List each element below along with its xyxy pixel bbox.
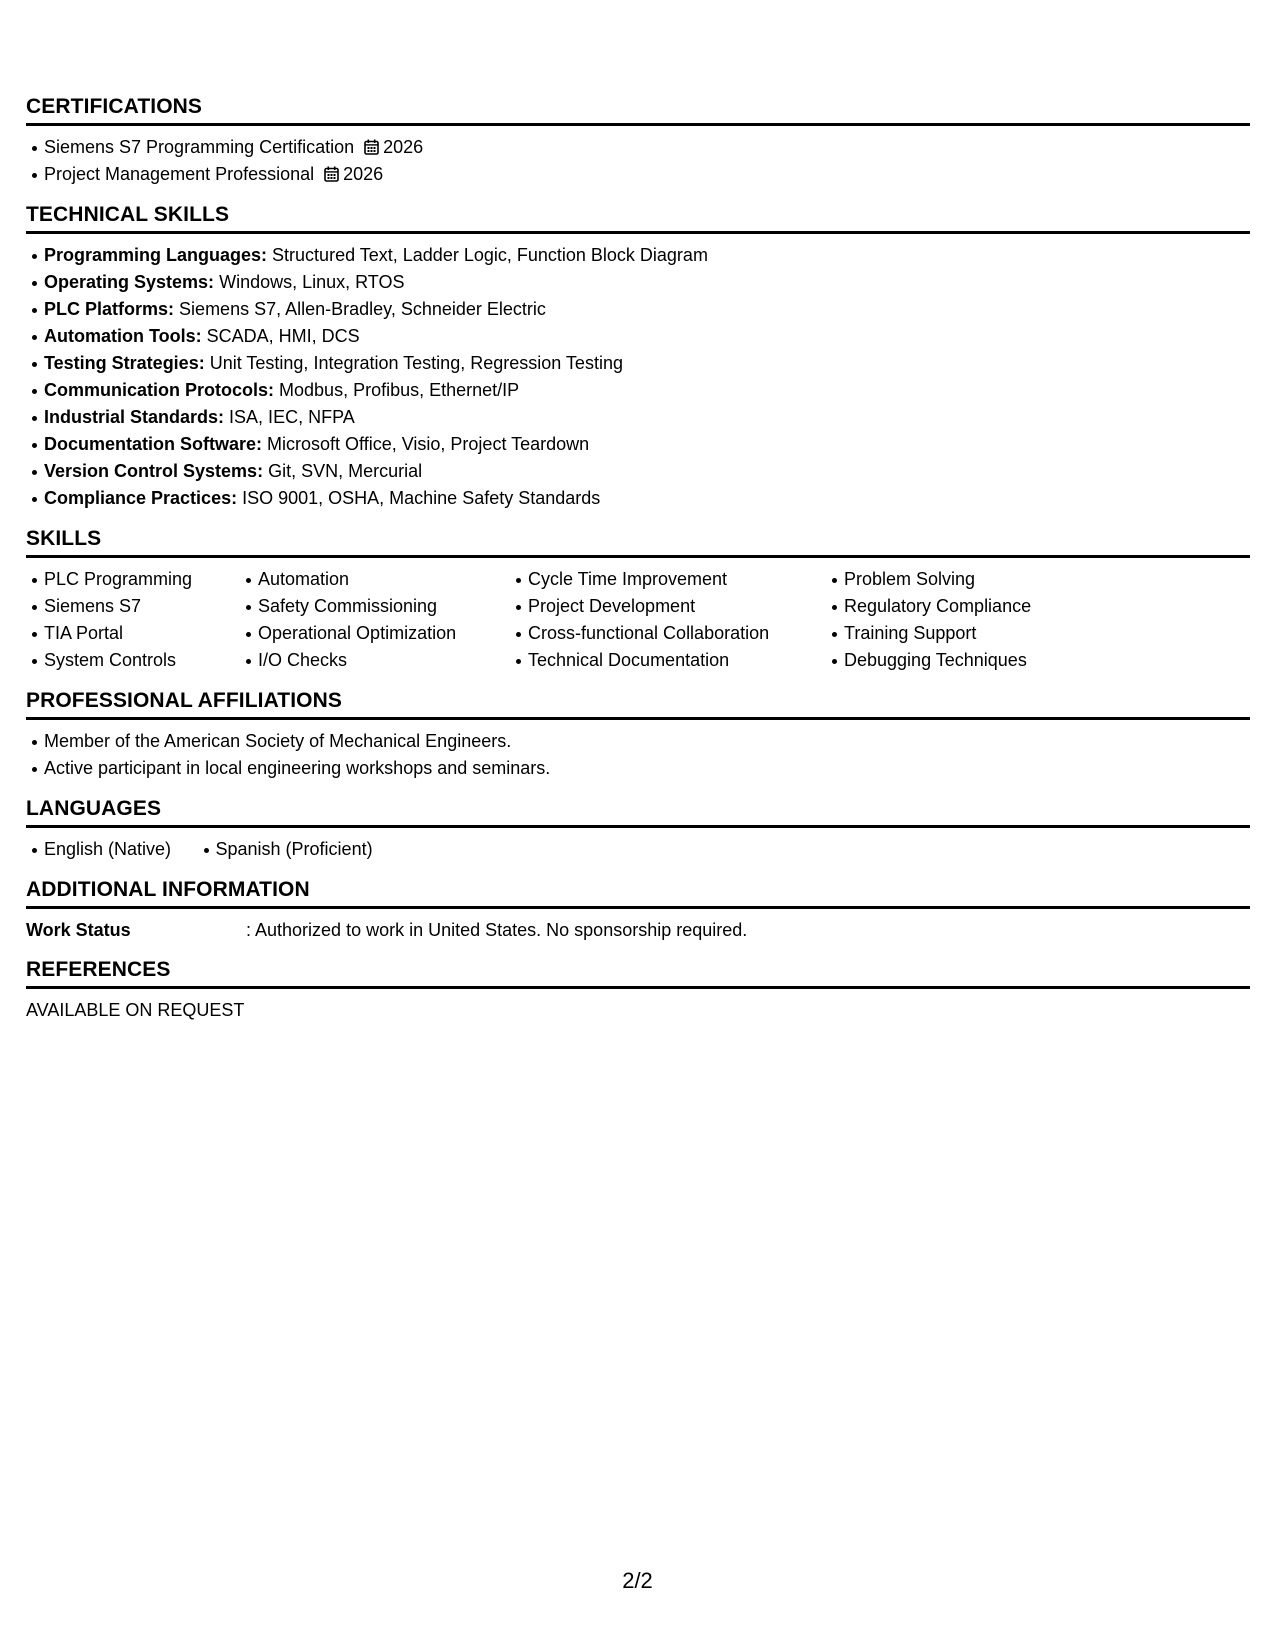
technical-skill-label: Compliance Practices: [44, 488, 238, 508]
skills-column [510, 566, 826, 674]
technical-skill-item [44, 269, 1250, 296]
technical-skill-item [44, 296, 1250, 323]
skill-item: TIA Portal [44, 620, 240, 647]
technical-skill-value: Siemens S7, Allen-Bradley, Schneider Electric [179, 299, 546, 319]
skills-column [240, 566, 510, 674]
technical-skill-value: Unit Testing, Integration Testing, Regression Testing [209, 353, 623, 373]
skill-item: System Controls [44, 647, 240, 674]
affiliations-list [26, 728, 1250, 782]
certification-item [44, 134, 1250, 161]
work-status-value: : Authorized to work in United States. No sponsorship required. [246, 920, 748, 940]
languages-heading: LANGUAGES [26, 796, 1250, 828]
technical-skill-item [44, 431, 1250, 458]
technical-skill-label: Documentation Software: [44, 434, 263, 454]
references-heading: REFERENCES [26, 957, 1250, 989]
languages-list [26, 836, 1250, 863]
certifications-list [26, 134, 1250, 188]
skill-item: Operational Optimization [258, 620, 510, 647]
affiliation-item: Active participant in local engineering workshops and seminars. [44, 755, 1250, 782]
technical-skill-label: Operating Systems: [44, 272, 215, 292]
calendar-icon [364, 139, 379, 155]
work-status-label: Work Status [26, 920, 131, 940]
skill-item: Project Development [528, 593, 826, 620]
skill-item: Cycle Time Improvement [528, 566, 826, 593]
references-section [26, 957, 1250, 1023]
technical-skill-label: Programming Languages: [44, 245, 268, 265]
technical-skill-value: Modbus, Profibus, Ethernet/IP [279, 380, 520, 400]
skill-item: Technical Documentation [528, 647, 826, 674]
technical-skills-heading: TECHNICAL SKILLS [26, 202, 1250, 234]
technical-skill-value: SCADA, HMI, DCS [206, 326, 360, 346]
certification-item [44, 161, 1250, 188]
technical-skill-label: Automation Tools: [44, 326, 202, 346]
resume-page [26, 94, 1250, 1037]
technical-skill-item [44, 485, 1250, 512]
technical-skill-value: ISA, IEC, NFPA [229, 407, 355, 427]
skill-item: I/O Checks [258, 647, 510, 674]
technical-skill-item [44, 242, 1250, 269]
skill-item: Problem Solving [844, 566, 1144, 593]
technical-skill-label: Communication Protocols: [44, 380, 275, 400]
technical-skill-label: PLC Platforms: [44, 299, 175, 319]
skill-item: Regulatory Compliance [844, 593, 1144, 620]
affiliations-section [26, 688, 1250, 782]
skill-item: Debugging Techniques [844, 647, 1144, 674]
skills-grid [26, 566, 1250, 674]
technical-skill-value: Git, SVN, Mercurial [268, 461, 423, 481]
certification-name: Project Management Professional [44, 164, 315, 184]
technical-skill-item [44, 350, 1250, 377]
additional-info-heading: ADDITIONAL INFORMATION [26, 877, 1250, 909]
page-number: 2/2 [622, 1568, 653, 1593]
references-text: AVAILABLE ON REQUEST [26, 1000, 245, 1020]
skill-item: PLC Programming [44, 566, 240, 593]
work-status-row [26, 917, 1250, 943]
skill-item: Cross-functional Collaboration [528, 620, 826, 647]
certifications-section [26, 94, 1250, 188]
technical-skill-value: Structured Text, Ladder Logic, Function Block Diagram [272, 245, 708, 265]
technical-skill-value: ISO 9001, OSHA, Machine Safety Standards [242, 488, 601, 508]
languages-section [26, 796, 1250, 863]
certifications-heading: CERTIFICATIONS [26, 94, 1250, 126]
technical-skill-label: Version Control Systems: [44, 461, 264, 481]
affiliation-item: Member of the American Society of Mechanical Engineers. [44, 728, 1250, 755]
languages-bullets [26, 836, 413, 863]
skills-column [826, 566, 1144, 674]
skills-heading: SKILLS [26, 526, 1250, 558]
language-item: English (Native) [44, 836, 171, 863]
additional-info-section [26, 877, 1250, 943]
technical-skill-item [44, 458, 1250, 485]
technical-skill-label: Industrial Standards: [44, 407, 225, 427]
certification-year: 2026 [343, 164, 384, 184]
skill-item: Automation [258, 566, 510, 593]
skills-section [26, 526, 1250, 674]
technical-skill-value: Microsoft Office, Visio, Project Teardown [267, 434, 590, 454]
skill-item: Safety Commissioning [258, 593, 510, 620]
language-item: Spanish (Proficient) [216, 836, 373, 863]
skills-column [26, 566, 240, 674]
certification-name: Siemens S7 Programming Certification [44, 137, 355, 157]
calendar-icon [324, 166, 339, 182]
affiliations-heading: PROFESSIONAL AFFILIATIONS [26, 688, 1250, 720]
skill-item: Siemens S7 [44, 593, 240, 620]
technical-skill-item [44, 377, 1250, 404]
skill-item: Training Support [844, 620, 1144, 647]
technical-skills-section [26, 202, 1250, 512]
technical-skill-item [44, 323, 1250, 350]
technical-skill-item [44, 404, 1250, 431]
certification-year: 2026 [383, 137, 424, 157]
technical-skills-list [26, 242, 1250, 512]
technical-skill-label: Testing Strategies: [44, 353, 205, 373]
technical-skill-value: Windows, Linux, RTOS [219, 272, 405, 292]
